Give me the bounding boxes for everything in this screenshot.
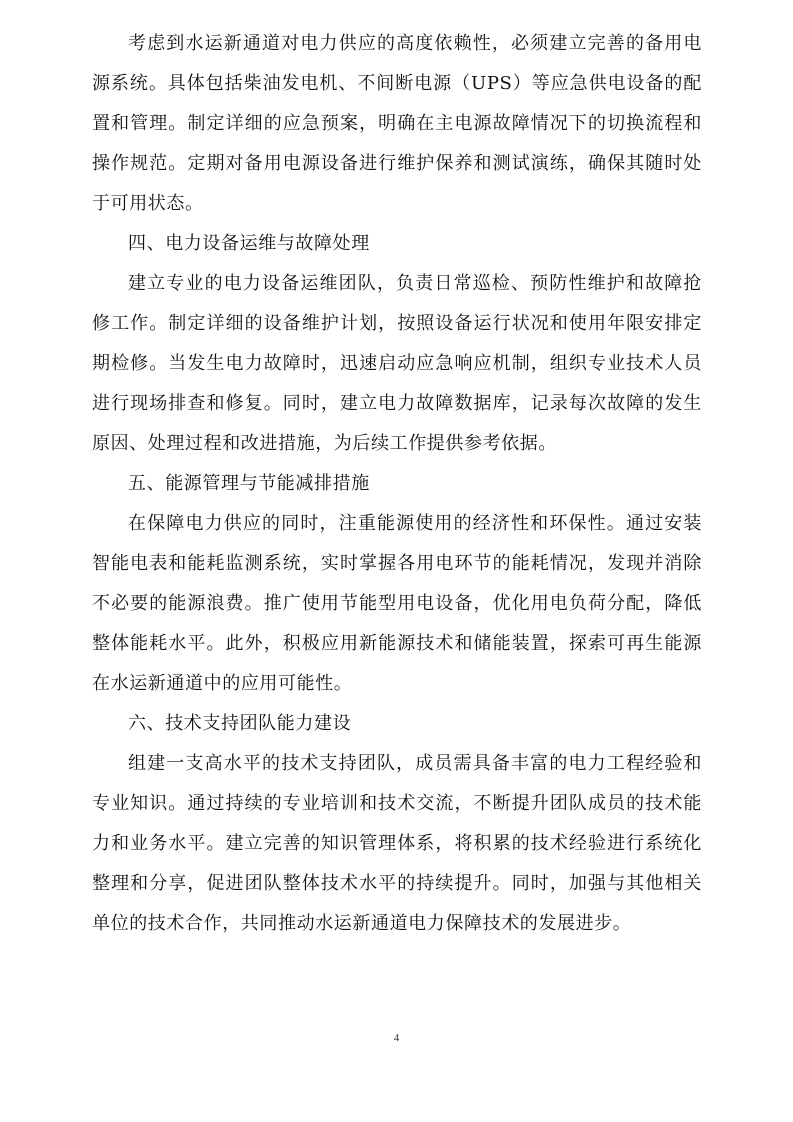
section-heading-4: 四、电力设备运维与故障处理 — [128, 233, 370, 254]
paragraph-backup-power: 考虑到水运新通道对电力供应的高度依赖性，必须建立完善的备用电源系统。具体包括柴油发电机、不间断电源（UPS）等应急供电设备的配置和管理。制定详细的应急预案，明确在主电源故障情况下的切换流程和操作规范。定期对备用电源设备进行维护保养和测试演练，确保其随时处于可用状态。 — [92, 33, 702, 214]
section-heading-5: 五、能源管理与节能减排措施 — [128, 473, 370, 494]
paragraph-team-building: 组建一支高水平的技术支持团队，成员需具备丰富的电力工程经验和专业知识。通过持续的专业培训和技术交流，不断提升团队成员的技术能力和业务水平。建立完善的知识管理体系，将积累的技术经验进行系统化整理和分享，促进团队整体技术水平的持续提升。同时，加强与其他相关单位的技术合作，共同推动水运新通道电力保障技术的发展进步。 — [92, 753, 702, 934]
paragraph-energy-management: 在保障电力供应的同时，注重能源使用的经济性和环保性。通过安装智能电表和能耗监测系统，实时掌握各用电环节的能耗情况，发现并消除不必要的能源浪费。推广使用节能型用电设备，优化用电负荷分配，降低整体能耗水平。此外，积极应用新能源技术和储能装置，探索可再生能源在水运新通道中的应用可能性。 — [92, 513, 702, 694]
document-body — [92, 24, 702, 944]
paragraph-maintenance: 建立专业的电力设备运维团队，负责日常巡检、预防性维护和故障抢修工作。制定详细的设备维护计划，按照设备运行状况和使用年限安排定期检修。当发生电力故障时，迅速启动应急响应机制，组织专业技术人员进行现场排查和修复。同时，建立电力故障数据库，记录每次故障的发生原因、处理过程和改进措施，为后续工作提供参考依据。 — [92, 273, 702, 454]
page-number: 4 — [393, 1032, 400, 1044]
section-heading-6: 六、技术支持团队能力建设 — [128, 713, 352, 734]
